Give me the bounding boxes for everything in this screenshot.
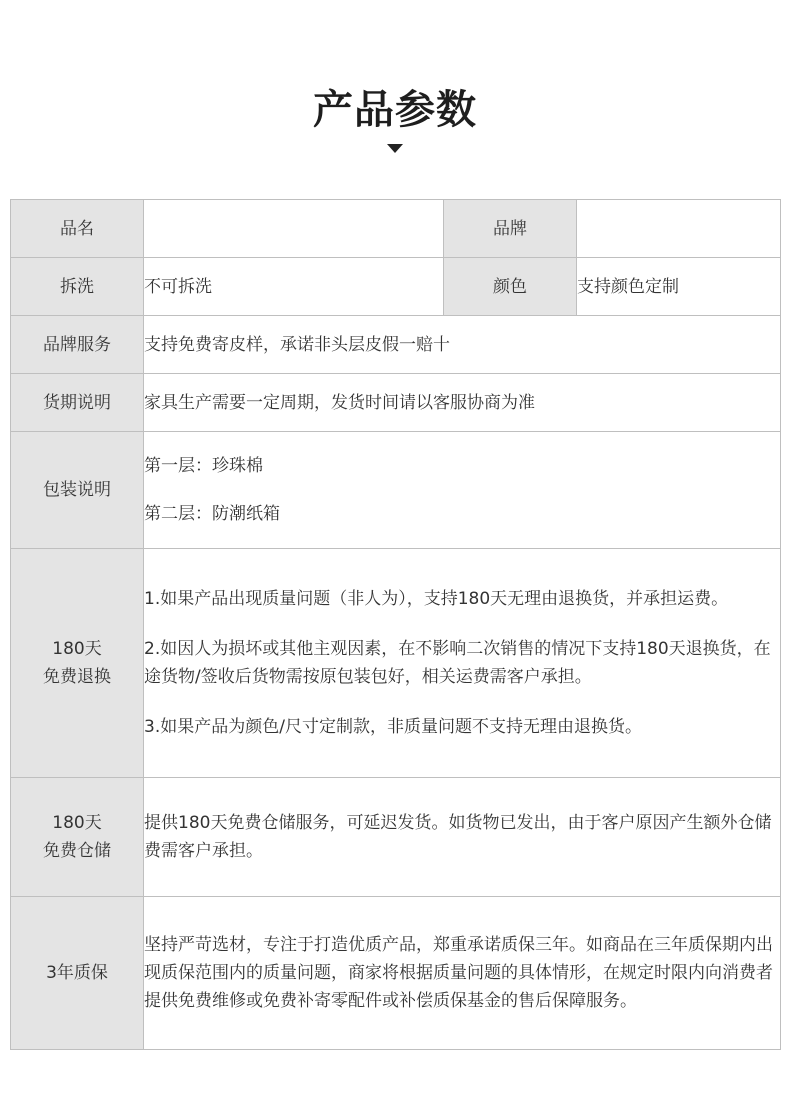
label-storage — [11, 778, 144, 897]
value-wash: 不可拆洗 — [144, 258, 444, 316]
table-row-wash-color — [11, 258, 781, 316]
label-returns — [11, 549, 144, 778]
value-returns — [144, 549, 781, 778]
table-row-packing — [11, 432, 781, 549]
caret-down-icon — [387, 144, 403, 153]
table-row-warranty — [11, 897, 781, 1050]
label-returns-line-2: 免费退换 — [43, 667, 111, 687]
label-packing: 包装说明 — [11, 432, 144, 549]
label-storage-line-2: 免费仓储 — [43, 841, 111, 861]
returns-item-1: 1.如果产品出现质量问题（非人为），支持180天无理由退换货，并承担运费。 — [144, 589, 729, 609]
label-returns-line-1: 180天 — [52, 639, 102, 659]
label-color: 颜色 — [444, 258, 577, 316]
table-row-storage — [11, 778, 781, 897]
storage-text: 提供180天免费仓储服务，可延迟发货。如货物已发出，由于客户原因产生额外仓储费需客户承担。 — [144, 813, 772, 861]
table-row-service — [11, 316, 781, 374]
value-brand — [577, 200, 781, 258]
label-name: 品名 — [11, 200, 144, 258]
label-delivery: 货期说明 — [11, 374, 144, 432]
product-params-table — [10, 199, 781, 1050]
label-brand: 品牌 — [444, 200, 577, 258]
table-row-name-brand — [11, 200, 781, 258]
value-storage — [144, 778, 781, 897]
value-packing — [144, 432, 781, 549]
label-warranty: 3年质保 — [11, 897, 144, 1050]
table-row-returns — [11, 549, 781, 778]
warranty-text: 坚持严苛选材，专注于打造优质产品，郑重承诺质保三年。如商品在三年质保期内出现质保范围内的质量问题，商家将根据质量问题的具体情形，在规定时限内向消费者提供免费维修或免费补寄零配件或补偿质保基金的售后保障服务。 — [144, 935, 773, 1011]
value-name — [144, 200, 444, 258]
packing-line-1: 第一层：珍珠棉 — [144, 456, 263, 476]
label-storage-line-1: 180天 — [52, 813, 102, 833]
packing-line-2: 第二层：防潮纸箱 — [144, 504, 280, 524]
returns-item-2: 2.如因人为损坏或其他主观因素，在不影响二次销售的情况下支持180天退换货，在途货物/签收后货物需按原包装包好，相关运费需客户承担。 — [144, 639, 771, 687]
value-service: 支持免费寄皮样，承诺非头层皮假一赔十 — [144, 316, 781, 374]
returns-item-3: 3.如果产品为颜色/尺寸定制款，非质量问题不支持无理由退换货。 — [144, 717, 642, 737]
label-wash: 拆洗 — [11, 258, 144, 316]
value-warranty — [144, 897, 781, 1050]
table-row-delivery — [11, 374, 781, 432]
value-delivery: 家具生产需要一定周期，发货时间请以客服协商为准 — [144, 374, 781, 432]
value-color: 支持颜色定制 — [577, 258, 781, 316]
label-service: 品牌服务 — [11, 316, 144, 374]
page-title: 产品参数 — [313, 87, 477, 133]
